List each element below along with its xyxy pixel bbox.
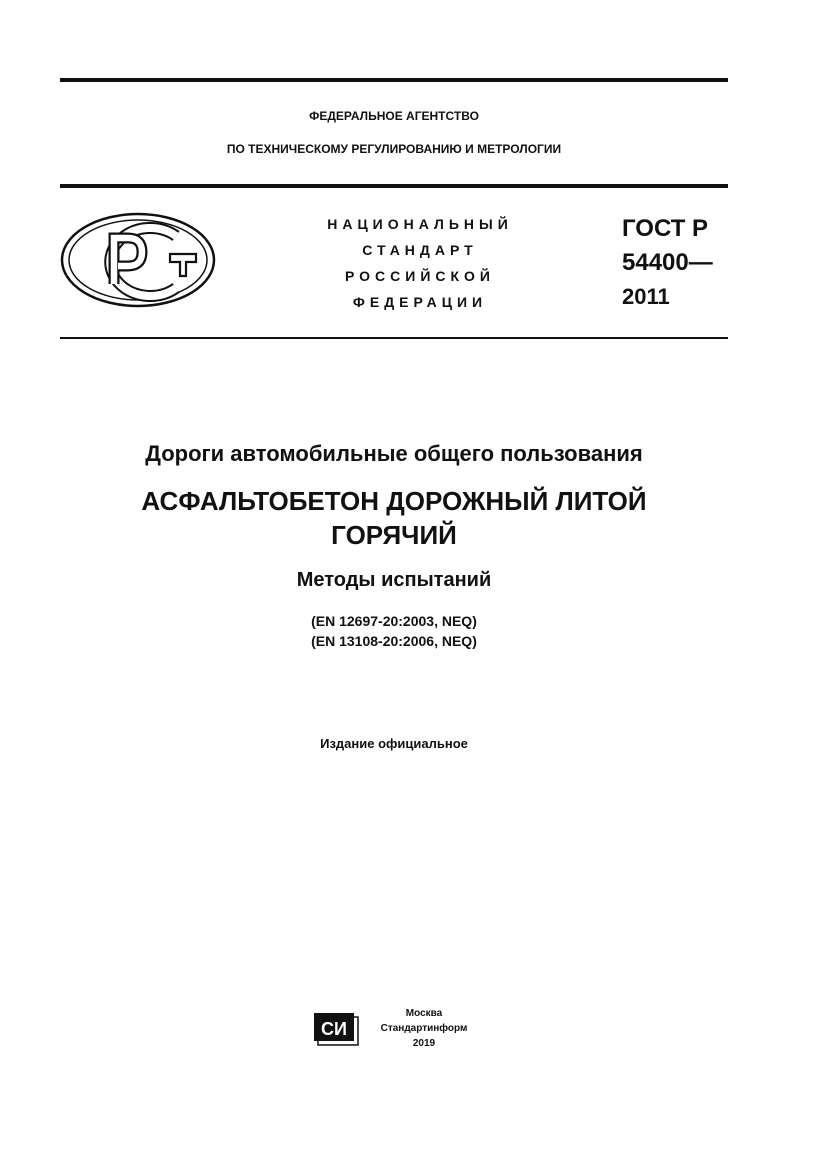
methods-title: Методы испытаний <box>296 569 492 591</box>
gost-line-3: 2011 <box>622 284 670 309</box>
publisher-year: 2019 <box>412 1038 436 1049</box>
document-title-line-2: ГОРЯЧИЙ <box>331 520 457 550</box>
agency-line-1: ФЕДЕРАЛЬНОЕ АГЕНТСТВО <box>309 109 479 123</box>
national-standard-label <box>300 211 540 315</box>
gost-designation <box>622 212 713 314</box>
national-line-1: НАЦИОНАЛЬНЫЙ <box>327 216 513 232</box>
edition-label: Издание официальное <box>320 736 468 751</box>
gost-line-2: 54400— <box>622 249 713 276</box>
national-line-4: ФЕДЕРАЦИИ <box>352 294 488 310</box>
publisher-info <box>372 1006 476 1051</box>
rst-gost-logo-icon <box>58 210 218 310</box>
document-subtitle: Дороги автомобильные общего пользования <box>145 441 643 466</box>
agency-rule <box>60 184 728 188</box>
svg-text:СИ: СИ <box>321 1019 347 1039</box>
document-title-line-1: АСФАЛЬТОБЕТОН ДОРОЖНЫЙ ЛИТОЙ <box>141 486 647 516</box>
top-rule <box>60 78 728 82</box>
standartinform-logo-icon <box>313 1012 359 1046</box>
agency-line-2: ПО ТЕХНИЧЕСКОМУ РЕГУЛИРОВАНИЮ И МЕТРОЛОГИИ <box>226 142 562 156</box>
standard-block-rule <box>60 337 728 339</box>
national-line-3: РОССИЙСКОЙ <box>345 268 495 284</box>
gost-line-1: ГОСТ Р <box>622 215 709 242</box>
reference-1: (EN 12697-20:2003, NEQ) <box>311 613 477 629</box>
publisher-city: Москва <box>405 1008 443 1019</box>
reference-2: (EN 13108-20:2006, NEQ) <box>311 633 477 649</box>
publisher-name: Стандартинформ <box>380 1023 468 1034</box>
national-line-2: СТАНДАРТ <box>362 242 478 258</box>
